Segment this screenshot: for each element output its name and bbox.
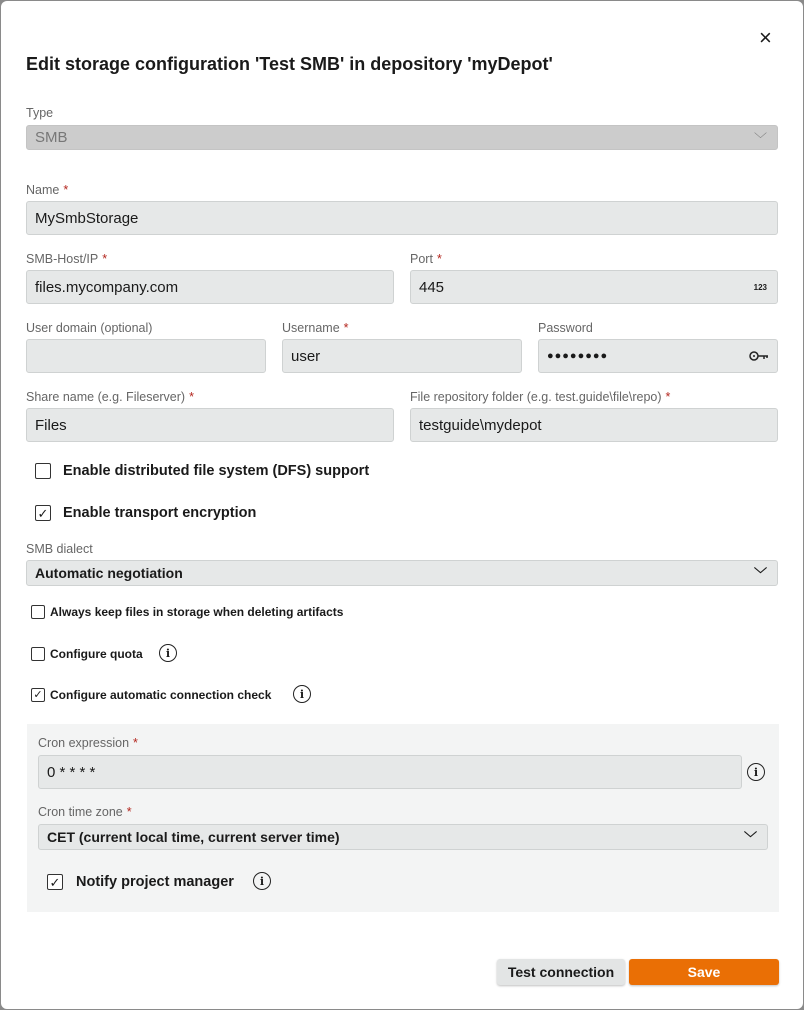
info-icon[interactable]: i: [293, 685, 311, 703]
required-mark: *: [436, 252, 442, 266]
dialect-select[interactable]: [26, 560, 778, 586]
conn-check-checkbox[interactable]: ✓: [31, 688, 45, 702]
encryption-checkbox[interactable]: ✓: [35, 505, 51, 521]
port-label-text: Port: [410, 252, 433, 266]
chevron-down-icon: ﹀: [753, 131, 767, 146]
timezone-value: CET (current local time, current server time): [47, 829, 340, 845]
info-icon[interactable]: i: [253, 872, 271, 890]
cron-value: 0 * * * *: [47, 763, 96, 781]
name-input[interactable]: [26, 201, 778, 235]
type-value: SMB: [35, 129, 68, 146]
key-icon[interactable]: [749, 350, 769, 362]
share-label: [26, 390, 194, 404]
folder-value: testguide\mydepot: [419, 416, 542, 434]
cron-label-text: Cron expression: [38, 736, 130, 750]
host-label-text: SMB-Host/IP: [26, 252, 99, 266]
type-label: Type: [26, 106, 54, 120]
dialect-value: Automatic negotiation: [35, 565, 183, 581]
required-mark: *: [63, 183, 69, 197]
domain-label: User domain (optional): [26, 321, 153, 335]
chevron-down-icon: ﹀: [743, 830, 757, 846]
folder-input[interactable]: [410, 408, 778, 442]
cron-label: [38, 736, 138, 750]
password-value: ●●●●●●●●: [547, 350, 609, 362]
port-value: 445: [419, 278, 445, 296]
dialect-label: SMB dialect: [26, 542, 93, 556]
edit-storage-dialog: [1, 1, 803, 1009]
numeric-icon: 123: [753, 282, 767, 292]
dfs-label: Enable distributed file system (DFS) support: [63, 463, 370, 479]
encryption-label: Enable transport encryption: [63, 505, 257, 521]
port-input[interactable]: [410, 270, 778, 304]
quota-label: Configure quota: [50, 647, 143, 661]
timezone-label: [38, 805, 132, 819]
quota-checkbox[interactable]: [31, 647, 45, 661]
host-label: [26, 252, 107, 266]
username-label: [282, 321, 349, 335]
conn-check-label: Configure automatic connection check: [50, 688, 272, 702]
required-mark: *: [189, 390, 194, 404]
share-label-text: Share name (e.g. Fileserver): [26, 390, 186, 404]
info-icon[interactable]: i: [747, 763, 765, 781]
folder-label: [410, 390, 670, 404]
timezone-label-text: Cron time zone: [38, 805, 123, 819]
type-select: [26, 125, 778, 150]
folder-label-text: File repository folder (e.g. test.guide\file\repo): [410, 390, 662, 404]
dialog-title: Edit storage configuration 'Test SMB' in depository 'myDepot': [26, 54, 553, 74]
keep-files-label: Always keep files in storage when deleting artifacts: [50, 605, 344, 619]
notify-label: Notify project manager: [76, 874, 234, 890]
save-button[interactable]: Save: [629, 959, 779, 985]
dfs-checkbox[interactable]: [35, 463, 51, 479]
info-icon[interactable]: i: [159, 644, 177, 662]
password-label: Password: [538, 321, 593, 335]
required-mark: *: [102, 252, 108, 266]
required-mark: *: [343, 321, 349, 335]
test-connection-button[interactable]: Test connection: [497, 959, 625, 985]
required-mark: *: [133, 736, 138, 750]
chevron-down-icon: ﹀: [753, 566, 767, 582]
notify-checkbox[interactable]: ✓: [47, 874, 63, 890]
share-value: Files: [35, 416, 67, 434]
username-value: user: [291, 347, 321, 365]
name-value: MySmbStorage: [35, 209, 139, 227]
timezone-select[interactable]: [38, 824, 768, 850]
cron-input[interactable]: [38, 755, 742, 789]
port-label: [410, 252, 442, 266]
name-label-text: Name: [26, 183, 60, 197]
share-input[interactable]: [26, 408, 394, 442]
required-mark: *: [665, 390, 671, 404]
host-value: files.mycompany.com: [35, 278, 179, 296]
name-label: [26, 183, 68, 197]
close-icon[interactable]: ×: [759, 25, 772, 50]
domain-input[interactable]: [26, 339, 266, 373]
host-input[interactable]: [26, 270, 394, 304]
username-label-text: Username: [282, 321, 340, 335]
keep-files-checkbox[interactable]: [31, 605, 45, 619]
username-input[interactable]: [282, 339, 522, 373]
required-mark: *: [126, 805, 132, 819]
password-input[interactable]: [538, 339, 778, 373]
